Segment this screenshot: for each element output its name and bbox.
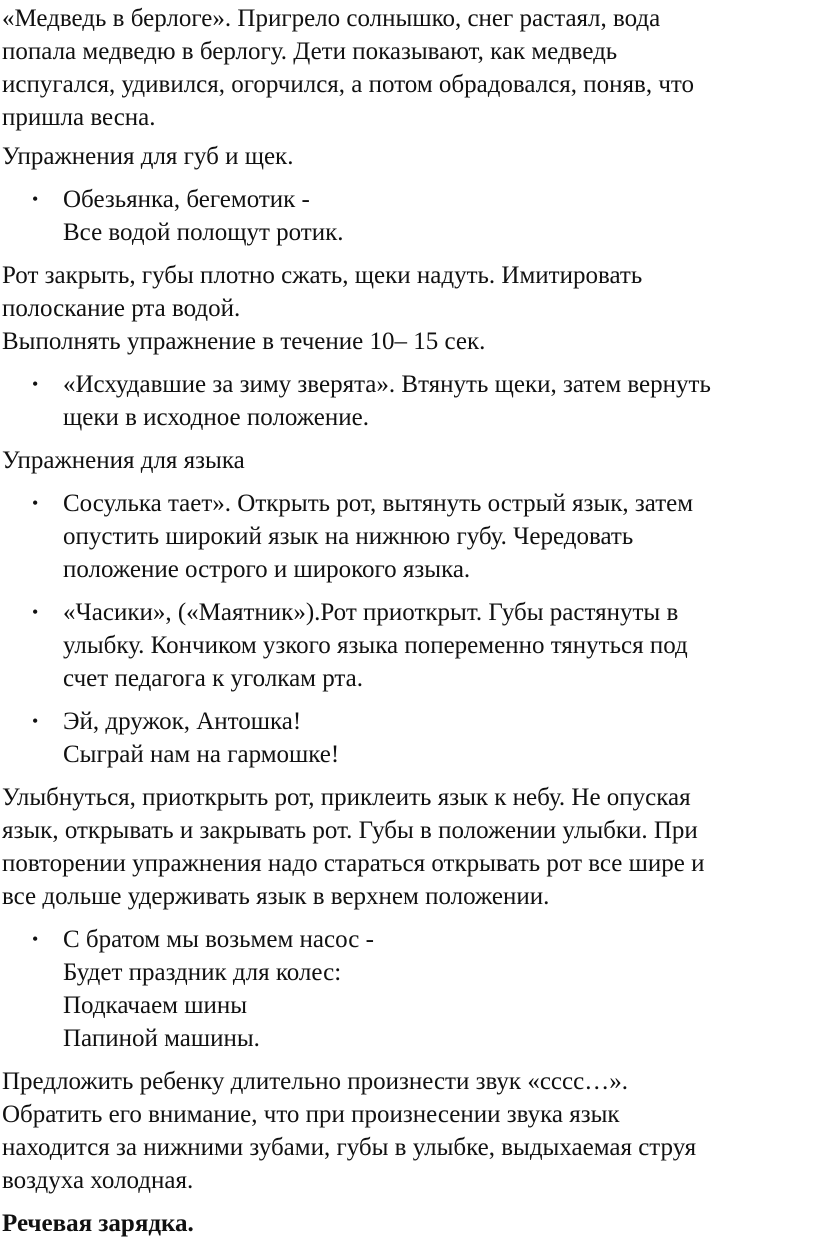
icicle-item [2, 487, 802, 586]
poem3-line-3: Подкачаем шины [63, 992, 248, 1019]
poem1-item [2, 183, 802, 249]
sound-line-2: Обратить его внимание, что при произнесении звука язык [2, 1101, 620, 1128]
sound-paragraph [2, 1065, 802, 1197]
clock-item [2, 596, 802, 695]
starved-list [2, 368, 802, 434]
smile-line-4: все дольше удерживать язык в верхнем положении. [2, 883, 550, 910]
intro-line-2: попала медведю в берлогу. Дети показывают, как медведь [2, 38, 618, 65]
bullet-icon: • [32, 929, 39, 949]
rinse-line-2: полоскание рта водой. [2, 295, 241, 322]
poem3-line-2: Будет праздник для колес: [63, 959, 342, 986]
sound-line-4: воздуха холодная. [2, 1167, 194, 1194]
poem3-line-1: С братом мы возьмем насос - [63, 926, 374, 953]
starved-line-1: «Исхудавшие за зиму зверята». Втянуть щеки, затем вернуть [63, 371, 711, 398]
poem1-list [2, 183, 802, 249]
bullet-icon: • [32, 374, 39, 394]
icicle-line-1: Сосулька тает». Открыть рот, вытянуть острый язык, затем [63, 490, 694, 517]
intro-line-3: испугался, удивился, огорчился, а потом обрадовался, поняв, что [2, 71, 695, 98]
icicle-line-2: опустить широкий язык на нижнюю губу. Чередовать [63, 523, 634, 550]
bullet-icon: • [32, 493, 39, 513]
intro-paragraph [2, 2, 802, 134]
clock-line-2: улыбку. Кончиком узкого языка попеременно тянуться под [63, 632, 688, 659]
sound-line-3: находится за нижними зубами, губы в улыбке, выдыхаемая струя [2, 1134, 697, 1161]
bullet-icon: • [32, 189, 39, 209]
starved-item [2, 368, 802, 434]
lips-heading-text: Упражнения для губ и щек. [2, 143, 294, 170]
starved-line-2: щеки в исходное положение. [63, 404, 369, 431]
rinse-paragraph [2, 259, 802, 358]
poem3-list [2, 923, 802, 1055]
poem1-line-2: Все водой полощут ротик. [63, 219, 344, 246]
poem2-line-1: Эй, дружок, Антошка! [63, 708, 302, 735]
icicle-line-3: положение острого и широкого языка. [63, 556, 471, 583]
speech-heading [2, 1207, 802, 1240]
poem2-line-2: Сыграй нам на гармошке! [63, 741, 340, 768]
smile-paragraph [2, 781, 802, 913]
document-body [2, 2, 802, 1240]
tongue-heading-text: Упражнения для языка [2, 447, 245, 474]
intro-line-4: пришла весна. [2, 104, 156, 131]
intro-line-1: «Медведь в берлоге». Пригрело солнышко, снег растаял, вода [2, 5, 661, 32]
poem3-item [2, 923, 802, 1055]
lips-heading [2, 140, 802, 173]
rinse-line-3: Выполнять упражнение в течение 10– 15 сек. [2, 328, 486, 355]
rinse-line-1: Рот закрыть, губы плотно сжать, щеки надуть. Имитировать [2, 262, 643, 289]
sound-line-1: Предложить ребенку длительно произнести звук «сссс…». [2, 1068, 628, 1095]
tongue-list [2, 487, 802, 771]
smile-line-2: язык, открывать и закрывать рот. Губы в положении улыбки. При [2, 817, 698, 844]
clock-line-3: счет педагога к уголкам рта. [63, 665, 363, 692]
poem1-line-1: Обезьянка, бегемотик - [63, 186, 310, 213]
smile-line-3: повторении упражнения надо стараться открывать рот все шире и [2, 850, 705, 877]
bullet-icon: • [32, 602, 39, 622]
speech-heading-text: Речевая зарядка. [2, 1210, 194, 1237]
bullet-icon: • [32, 711, 39, 731]
clock-line-1: «Часики», («Маятник»).Рот приоткрыт. Губы растянуты в [63, 599, 679, 626]
tongue-heading [2, 444, 802, 477]
poem2-item [2, 705, 802, 771]
poem3-line-4: Папиной машины. [63, 1025, 260, 1052]
smile-line-1: Улыбнуться, приоткрыть рот, приклеить язык к небу. Не опуская [2, 784, 691, 811]
